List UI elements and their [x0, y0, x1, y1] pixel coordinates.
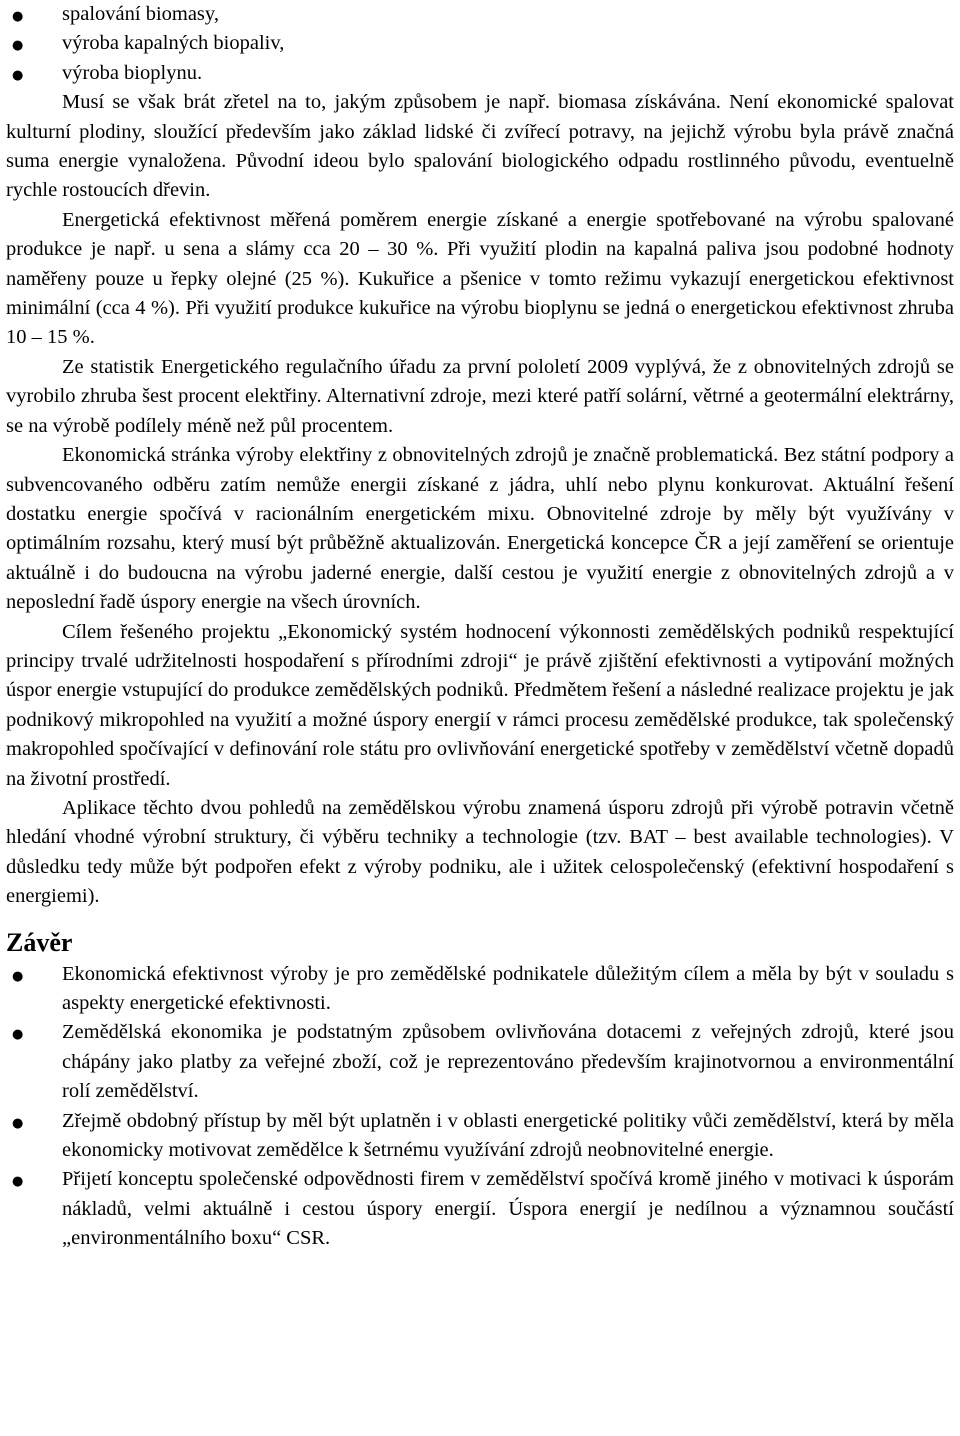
document-page [6, 0, 954, 1254]
bullet-icon [12, 0, 32, 31]
list-item-text: výroba bioplynu. [62, 61, 203, 84]
list-item [6, 59, 954, 88]
paragraph-economics: Ekonomická stránka výroby elektřiny z obnovitelných zdrojů je značně problematická. Bez státní podpory a subvencovaného odběru zatím nemůže energii získané z jádra, uhlí nebo plynu konkurovat. Aktuální řešení dostatku energie spočívá v racionálním energetickém mixu. Obnovitelné zdroje by měly být využívány v optimálním rozsahu, který musí být průběžně aktualizován. Energetická koncepce ČR a její zaměření se orientuje aktuálně i do budoucna na výrobu jaderné energie, další cestou je využití energie z obnovitelných zdrojů a v neposlední řadě úspory energie na všech úrovních. [6, 444, 954, 614]
paragraph-biomass-source: Musí se však brát zřetel na to, jakým způsobem je např. biomasa získávána. Není ekonomické spalovat kulturní plodiny, sloužící především jako základ lidské či zvířecí potravy, na jejichž výrobu byla právě značná suma energie vynaložena. Původní ideou bylo spalování biologického odpadu rostlinného původu, eventuelně rychle rostoucích dřevin. [6, 91, 954, 202]
bullet-icon [12, 1018, 32, 1049]
paragraph-project-goal: Cílem řešeného projektu „Ekonomický systém hodnocení výkonnosti zemědělských podniků respektující principy trvalé udržitelnosti hospodaření s přírodními zdroji“ je právě zjištění efektivnosti a vytipování možných úspor energie vstupující do produkce zemědělských podniků. Předmětem řešení a následné realizace projektu je jak podnikový mikropohled na využití a možné úspory energií v rámci procesu zemědělské produkce, tak společenský makropohled spočívající v definování role státu pro ovlivňování energetické spotřeby v zemědělství včetně dopadů na životní prostředí. [6, 620, 954, 790]
list-item-text: spalování biomasy, [62, 3, 219, 25]
bullet-icon [12, 960, 32, 991]
bullet-icon [12, 59, 32, 90]
paragraph-statistics: Ze statistik Energetického regulačního úřadu za první pololetí 2009 vyplývá, že z obnovitelných zdrojů se vyrobilo zhruba šest procent elektřiny. Alternativní zdroje, mezi které patří solární, větrné a geotermální elektrárny, se na výrobě podílely méně než půl procentem. [6, 355, 954, 437]
paragraph-energy-efficiency: Energetická efektivnost měřená poměrem energie získané a energie spotřebované na výrobu spalované produkce je např. u sena a slámy cca 20 – 30 %. Při využití plodin na kapalná paliva jsou podobné hodnoty naměřeny pouze u řepky olejné (25 %). Kukuřice a pšenice v tomto režimu vykazují energetickou efektivnost minimální (cca 4 %). Při využití produkce kukuřice na výrobu bioplynu se jedná o energetickou efektivnost zhruba 10 – 15 %. [6, 208, 954, 349]
list-item-text: Ekonomická efektivnost výroby je pro zemědělské podnikatele důležitým cílem a měla by být v souladu s aspekty energetické efektivnosti. [62, 962, 954, 1014]
conclusion-list [6, 960, 954, 1254]
list-item-text: Zřejmě obdobný přístup by měl být uplatněn i v oblasti energetické politiky vůči zemědělství, která by měla ekonomicky motivovat zemědělce k šetrnému využívání zdrojů neobnovitelné energie. [62, 1109, 954, 1162]
list-item [6, 960, 954, 1019]
list-item [6, 1107, 954, 1166]
bullet-icon [12, 1165, 32, 1196]
list-item-text: Přijetí konceptu společenské odpovědnosti firem v zemědělství spočívá kromě jiného v motivaci k úsporám nákladů, velmi aktuálně i cestou úspory energií. Úspora energií je nedílnou a významnou součástí „environmentálního boxu“ CSR. [62, 1168, 954, 1250]
list-item [6, 0, 954, 29]
list-item [6, 1018, 954, 1106]
list-item [6, 1165, 954, 1253]
section-heading-conclusion: Závěr [6, 927, 73, 957]
bullet-icon [12, 1107, 32, 1138]
energy-use-list [6, 0, 954, 88]
list-item-text: Zemědělská ekonomika je podstatným způsobem ovlivňována dotacemi z veřejných zdrojů, které jsou chápány jako platby za veřejné zboží, což je reprezentováno především krajinotvornou a environmentální rolí zemědělství. [62, 1021, 954, 1103]
list-item-text: výroba kapalných biopaliv, [62, 32, 285, 55]
list-item [6, 29, 954, 58]
paragraph-application: Aplikace těchto dvou pohledů na zemědělskou výrobu znamená úsporu zdrojů při výrobě potravin včetně hledání vhodné výrobní struktury, či výběru techniky a technologie (tzv. BAT – best available technologies). V důsledku tedy může být podpořen efekt z výroby podniku, ale i užitek celospolečenský (efektivní hospodaření s energiemi). [6, 796, 954, 908]
bullet-icon [12, 29, 32, 60]
